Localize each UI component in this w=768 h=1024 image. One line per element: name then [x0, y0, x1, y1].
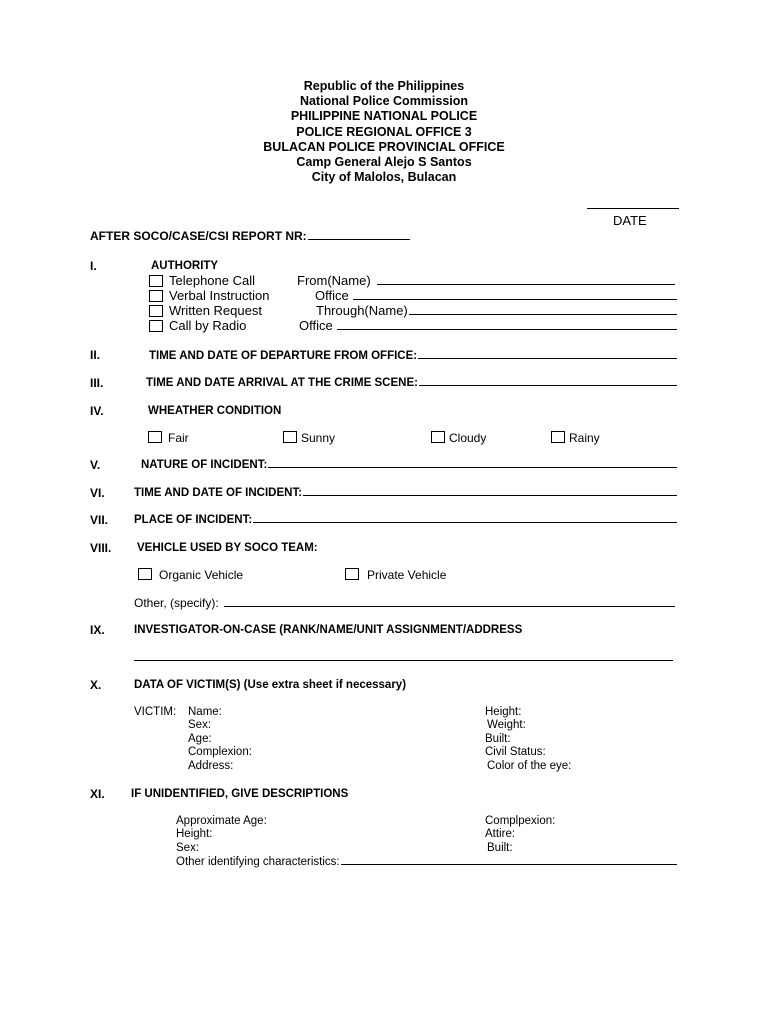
report-nr-field[interactable]: [308, 239, 410, 240]
section-7-row: [134, 514, 677, 526]
section-6-title: TIME AND DATE OF INCIDENT:: [134, 487, 303, 499]
section-4-number: IV.: [90, 404, 104, 418]
victim-name-label: Name:: [188, 706, 222, 718]
section-10-title: DATA OF VICTIM(S) (Use extra sheet if necessary): [134, 679, 407, 691]
from-name-label: From(Name): [297, 273, 371, 288]
through-name-field[interactable]: [409, 314, 677, 315]
other-characteristics-label: Other identifying characteristics:: [176, 856, 340, 868]
office-row-2: [299, 318, 677, 333]
investigator-field[interactable]: [134, 660, 673, 661]
rainy-label: Rainy: [569, 431, 600, 445]
header-republic: Republic of the Philippines: [303, 79, 465, 93]
cloudy-checkbox[interactable]: [431, 431, 445, 443]
header-city: City of Malolos, Bulacan: [311, 170, 457, 185]
through-name-label: Through(Name): [316, 303, 408, 318]
sunny-checkbox[interactable]: [283, 431, 297, 443]
victim-weight-label: Weight:: [487, 719, 526, 731]
victim-sex-label: Sex:: [188, 719, 212, 731]
section-8-title: VEHICLE USED BY SOCO TEAM:: [137, 542, 318, 554]
date-field[interactable]: [587, 208, 679, 209]
section-1-title: AUTHORITY: [151, 260, 219, 272]
victim-complexion-label: Complexion:: [188, 746, 252, 758]
unidentified-complexion-label: Complpexion:: [485, 815, 556, 827]
incident-time-field[interactable]: [303, 495, 677, 496]
from-name-field[interactable]: [377, 284, 675, 285]
section-3-number: III.: [90, 376, 104, 390]
call-by-radio-checkbox[interactable]: [149, 320, 163, 332]
victim-built-label: Built:: [485, 733, 511, 745]
header-camp: Camp General Alejo S Santos: [296, 155, 472, 170]
section-9-title: INVESTIGATOR-ON-CASE (RANK/NAME/UNIT ASSIGNMENT/ADDRESS: [134, 624, 523, 636]
private-vehicle-checkbox[interactable]: [345, 568, 359, 580]
call-by-radio-label: Call by Radio: [169, 318, 247, 333]
organic-vehicle-checkbox[interactable]: [138, 568, 152, 580]
verbal-instruction-label: Verbal Instruction: [169, 288, 270, 303]
private-vehicle-label: Private Vehicle: [367, 568, 447, 582]
report-nr-label: AFTER SOCO/CASE/CSI REPORT NR:: [90, 229, 307, 243]
office-label-2: Office: [299, 318, 333, 333]
unidentified-height-label: Height:: [176, 828, 213, 840]
victim-civil-status-label: Civil Status:: [485, 746, 546, 758]
section-5-row: [141, 459, 677, 471]
arrival-field[interactable]: [419, 385, 677, 386]
rainy-checkbox[interactable]: [551, 431, 565, 443]
other-vehicle-field[interactable]: [224, 606, 675, 607]
section-1-number: I.: [90, 259, 97, 273]
nature-of-incident-field[interactable]: [268, 467, 677, 468]
organic-vehicle-label: Organic Vehicle: [159, 568, 244, 582]
office-field-2[interactable]: [337, 329, 677, 330]
section-3-row: [146, 377, 677, 389]
section-9-number: IX.: [90, 623, 105, 637]
fair-checkbox[interactable]: [148, 431, 162, 443]
header-provincial-office: BULACAN POLICE PROVINCIAL OFFICE: [263, 139, 505, 154]
through-name-row: [316, 303, 677, 318]
section-2-number: II.: [90, 348, 101, 362]
victim-address-label: Address:: [188, 760, 234, 772]
section-3-title: TIME AND DATE ARRIVAL AT THE CRIME SCENE:: [146, 377, 418, 389]
section-8-number: VIII.: [90, 541, 112, 555]
section-6-row: [134, 487, 677, 499]
sunny-label: Sunny: [301, 431, 336, 445]
from-name-row: [297, 273, 675, 288]
cloudy-label: Cloudy: [449, 431, 487, 445]
report-nr-row: [90, 229, 410, 243]
section-6-number: VI.: [90, 486, 105, 500]
header-pnp: PHILIPPINE NATIONAL POLICE: [290, 109, 478, 124]
office-label-1: Office: [315, 288, 349, 303]
victim-label: VICTIM:: [134, 706, 177, 718]
telephone-call-label: Telephone Call: [169, 273, 256, 288]
other-vehicle-row: [134, 596, 675, 610]
letterhead: [0, 79, 768, 185]
office-field-1[interactable]: [353, 299, 677, 300]
section-11-title: IF UNIDENTIFIED, GIVE DESCRIPTIONS: [131, 788, 349, 800]
unidentified-built-label: Built:: [487, 842, 513, 854]
header-napolcom: National Police Commission: [299, 94, 469, 109]
section-5-title: NATURE OF INCIDENT:: [141, 459, 268, 471]
departure-field[interactable]: [418, 358, 677, 359]
section-2-title: TIME AND DATE OF DEPARTURE FROM OFFICE:: [149, 350, 418, 362]
telephone-call-checkbox[interactable]: [149, 275, 163, 287]
victim-height-label: Height:: [485, 706, 522, 718]
other-characteristics-row: [176, 856, 677, 868]
section-7-title: PLACE OF INCIDENT:: [134, 514, 253, 526]
other-characteristics-field[interactable]: [341, 864, 677, 865]
section-10-number: X.: [90, 678, 102, 692]
section-2-row: [149, 350, 677, 362]
victim-age-label: Age:: [188, 733, 212, 745]
verbal-instruction-checkbox[interactable]: [149, 290, 163, 302]
fair-label: Fair: [168, 431, 189, 445]
written-request-label: Written Request: [169, 303, 262, 318]
office-row-1: [315, 288, 677, 303]
section-4-title: WHEATHER CONDITION: [148, 405, 282, 417]
date-label: DATE: [613, 213, 647, 228]
section-7-number: VII.: [90, 513, 109, 527]
victim-eye-color-label: Color of the eye:: [487, 760, 572, 772]
unidentified-sex-label: Sex:: [176, 842, 200, 854]
other-vehicle-label: Other, (specify):: [134, 596, 219, 610]
approx-age-label: Approximate Age:: [176, 815, 267, 827]
section-11-number: XI.: [90, 787, 105, 801]
section-5-number: V.: [90, 458, 101, 472]
written-request-checkbox[interactable]: [149, 305, 163, 317]
unidentified-attire-label: Attire:: [485, 828, 516, 840]
header-regional-office: POLICE REGIONAL OFFICE 3: [296, 124, 472, 139]
place-of-incident-field[interactable]: [253, 522, 677, 523]
